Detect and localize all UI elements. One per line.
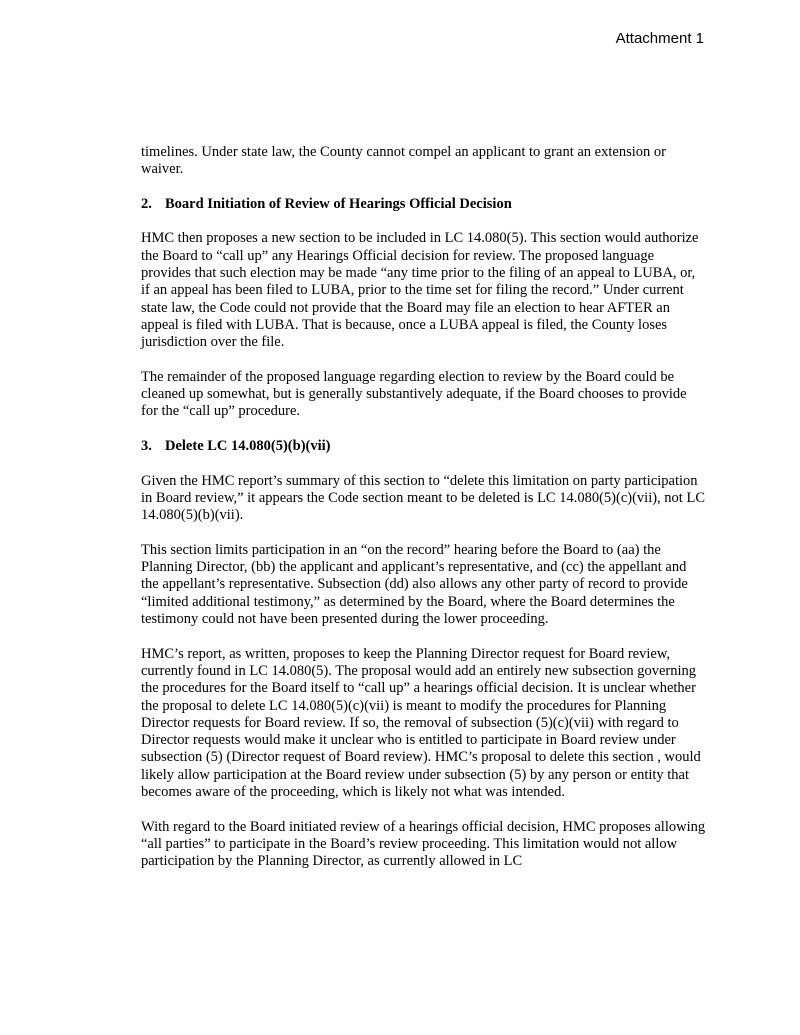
section-2-paragraph-1: HMC then proposes a new section to be included in LC 14.080(5). This section would authorize the Board to “call up” any Hearings Official decision for review. The proposed language provides that such election may be made “any time prior to the filing of an appeal to LUBA, or, if an appeal has been filed to LUBA, prior to the time set for filing the record.” Under current state law, the Code could not provide that the Board may file an election to hear AFTER an appeal is filed with LUBA. That is because, once a LUBA appeal is filed, the County loses jurisdiction over the file. — [141, 230, 699, 351]
section-3-heading — [141, 438, 707, 455]
document-body — [141, 144, 707, 888]
section-3-paragraph-4: With regard to the Board initiated review of a hearings official decision, HMC proposes allowing “all parties” to participate in the Board’s review proceeding. This limitation would not allow participation by the Planning Director, as currently allowed in LC — [141, 818, 706, 870]
section-3-paragraph-1: Given the HMC report’s summary of this section to “delete this limitation on party participation in Board review,” it appears the Code section meant to be deleted is LC 14.080(5)(c)(vii), not LC 14.080(5)(b)(vii). — [141, 472, 705, 524]
section-3-paragraph-3: HMC’s report, as written, proposes to keep the Planning Director request for Board review, currently found in LC 14.080(5). The proposal would add an entirely new subsection governing the procedures for the Board itself to “call up” a hearings official decision. It is unclear whether the proposal to delete LC 14.080(5)(c)(vii) is meant to modify the procedures for Planning Director requests for Board review. If so, the removal of subsection (5)(c)(vii) with regard to Director requests would make it unclear who is entitled to participate in Board review under subsection (5) (Director request of Board review). HMC’s proposal to delete this section , would likely allow participation at the Board review under subsection (5) by any person or entity that becomes aware of the proceeding, which is likely not what was intended. — [141, 645, 701, 800]
intro-paragraph: timelines. Under state law, the County cannot compel an applicant to grant an extension or waiver. — [141, 144, 666, 178]
attachment-label: Attachment 1 — [615, 30, 704, 47]
section-3-number: 3. — [141, 438, 152, 455]
section-3-paragraph-2: This section limits participation in an “on the record” hearing before the Board to (aa) the Planning Director, (bb) the applicant and applicant’s representative, and (cc) the appellant and the appellant’s representative. Subsection (dd) also allows any other party of record to provide “limited additional testimony,” as determined by the Board, where the Board determines the testimony could not have been presented during the lower proceeding. — [141, 541, 688, 628]
section-3-title: Delete LC 14.080(5)(b)(vii) — [165, 438, 331, 455]
section-2-paragraph-2: The remainder of the proposed language regarding election to review by the Board could be cleaned up somewhat, but is generally substantively adequate, if the Board chooses to provide for the “call up” procedure. — [141, 368, 687, 420]
section-2-title: Board Initiation of Review of Hearings Official Decision — [165, 195, 512, 212]
section-2-number: 2. — [141, 195, 152, 212]
section-2-heading — [141, 196, 707, 213]
